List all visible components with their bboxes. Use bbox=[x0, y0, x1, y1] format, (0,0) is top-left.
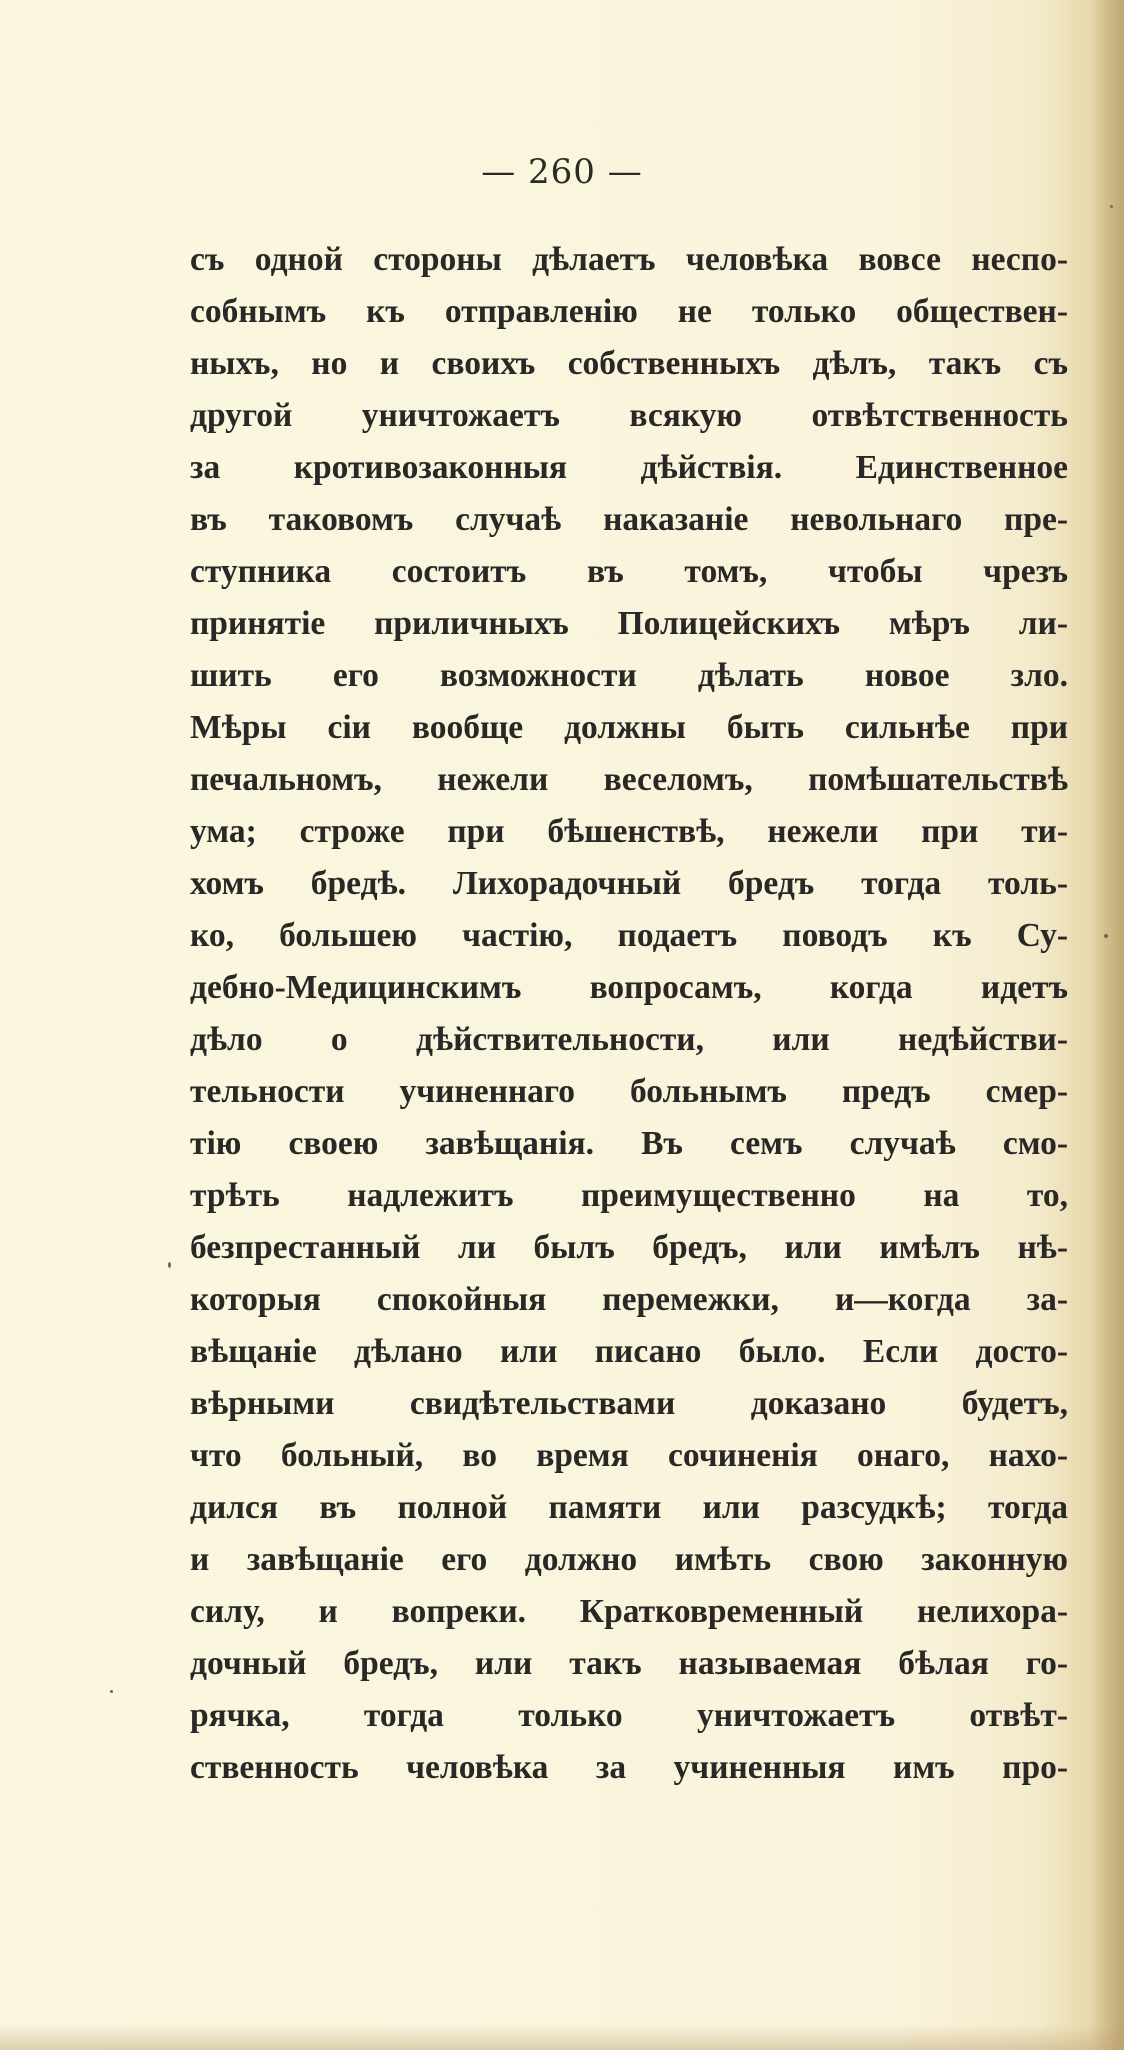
paper-speck bbox=[1110, 205, 1113, 208]
text-line: что больный, во время сочиненія онаго, нахо- bbox=[190, 1437, 1068, 1474]
text-line: шить его возможности дѣлать новое зло. bbox=[190, 657, 1068, 694]
paper-speck bbox=[110, 1690, 113, 1693]
text-line: ко, большею частію, подаетъ поводъ къ Су- bbox=[190, 917, 1068, 954]
text-line: вѣщаніе дѣлано или писано было. Если досто- bbox=[190, 1333, 1068, 1370]
text-line: въ таковомъ случаѣ наказаніе невольнаго пре- bbox=[190, 501, 1068, 538]
paper-speck bbox=[1104, 934, 1108, 938]
text-line: дочный бредъ, или такъ называемая бѣлая го- bbox=[190, 1645, 1068, 1682]
text-line: которыя спокойныя перемежки, и—когда за- bbox=[190, 1281, 1068, 1318]
page-number: — 260 — bbox=[481, 152, 643, 192]
text-line: тельности учиненнаго больнымъ предъ смер- bbox=[190, 1073, 1068, 1110]
text-line: ума; строже при бѣшенствѣ, нежели при ти- bbox=[190, 813, 1068, 850]
text-line: Мѣры сіи вообще должны быть сильнѣе при bbox=[190, 709, 1068, 746]
text-line: съ одной стороны дѣлаетъ человѣка вовсе неспо- bbox=[190, 241, 1068, 278]
text-line: безпрестанный ли былъ бредъ, или имѣлъ нѣ- bbox=[190, 1229, 1068, 1266]
text-line: ственность человѣка за учиненныя имъ про- bbox=[190, 1749, 1068, 1786]
text-line: тію своею завѣщанія. Въ семъ случаѣ смо- bbox=[190, 1125, 1068, 1162]
text-line: собнымъ къ отправленію не только обществен- bbox=[190, 293, 1068, 330]
text-line: трѣть надлежитъ преимущественно на то, bbox=[190, 1177, 1068, 1214]
text-line: принятіе приличныхъ Полицейскихъ мѣръ ли- bbox=[190, 605, 1068, 642]
text-line: другой уничтожаетъ всякую отвѣтственность bbox=[190, 397, 1068, 434]
text-line: печальномъ, нежели веселомъ, помѣшательствѣ bbox=[190, 761, 1068, 798]
body-text bbox=[190, 234, 1068, 1794]
paper-speck bbox=[168, 1262, 171, 1268]
text-line: и завѣщаніе его должно имѣть свою законную bbox=[190, 1541, 1068, 1578]
text-line: дѣло о дѣйствительности, или недѣйстви- bbox=[190, 1021, 1068, 1058]
text-line: дился въ полной памяти или разсудкѣ; тогда bbox=[190, 1489, 1068, 1526]
text-line: вѣрными свидѣтельствами доказано будетъ, bbox=[190, 1385, 1068, 1422]
text-line: ныхъ, но и своихъ собственныхъ дѣлъ, такъ съ bbox=[190, 345, 1068, 382]
page-edge-shadow bbox=[1090, 0, 1124, 2050]
text-line: хомъ бредѣ. Лихорадочный бредъ тогда толь- bbox=[190, 865, 1068, 902]
text-line: рячка, тогда только уничтожаетъ отвѣт- bbox=[190, 1697, 1068, 1734]
text-line: дебно-Медицинскимъ вопросамъ, когда идетъ bbox=[190, 969, 1068, 1006]
page-bottom-shadow bbox=[0, 2024, 1124, 2050]
text-line: за кротивозаконныя дѣйствія. Единственное bbox=[190, 449, 1068, 486]
text-line: ступника состоитъ въ томъ, чтобы чрезъ bbox=[190, 553, 1068, 590]
text-line: силу, и вопреки. Кратковременный нелихора- bbox=[190, 1593, 1068, 1630]
